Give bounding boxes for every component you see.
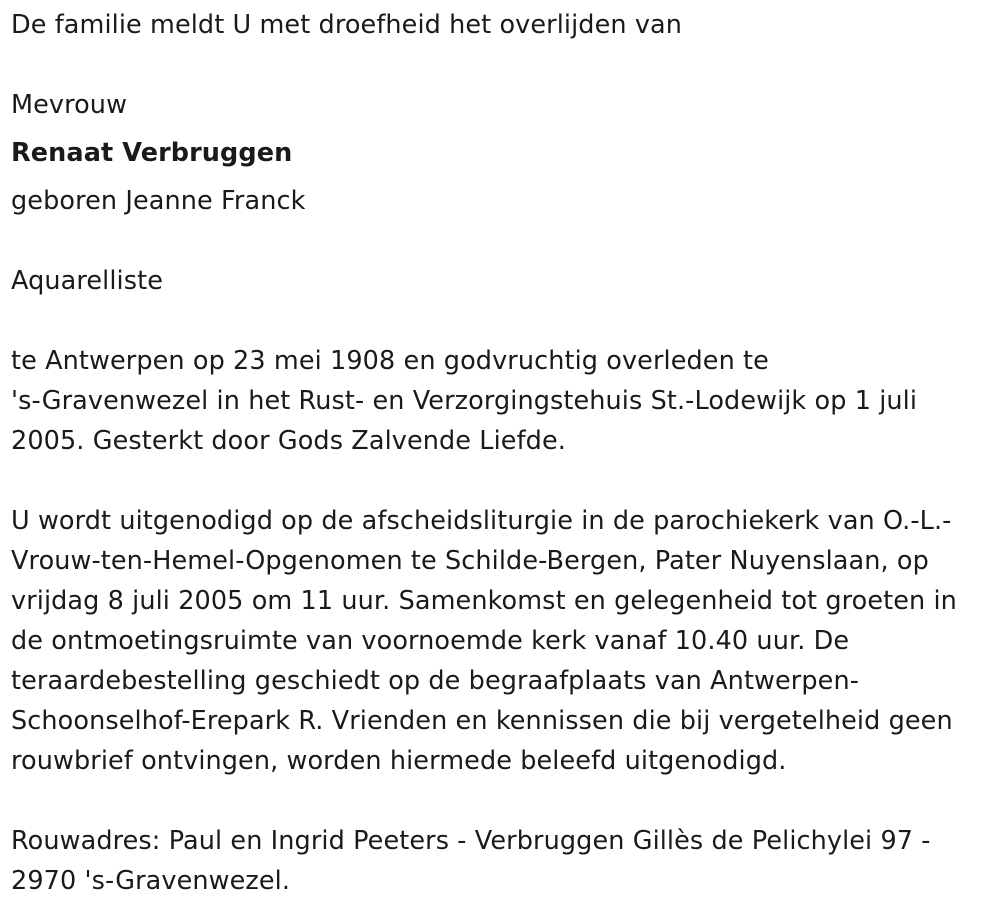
paragraph-line: U wordt uitgenodigd op de afscheidsliturgie in de parochiekerk van O.-L.- (11, 506, 952, 536)
paragraph-line: de ontmoetingsruimte van voornoemde kerk vanaf 10.40 uur. De (11, 626, 850, 656)
death-paragraph (11, 341, 917, 461)
paragraph-line: Vrouw-ten-Hemel-Opgenomen te Schilde-Bergen, Pater Nuyenslaan, op (11, 546, 929, 576)
paragraph-line: 's-Gravenwezel in het Rust- en Verzorgingstehuis St.-Lodewijk op 1 juli (11, 386, 918, 416)
paragraph-line: rouwbrief ontvingen, worden hiermede beleefd uitgenodigd. (11, 746, 787, 776)
paragraph-line: te Antwerpen op 23 mei 1908 en godvruchtig overleden te (11, 346, 769, 376)
birth-name: geboren Jeanne Franck (11, 186, 306, 216)
mourning-address (11, 821, 931, 901)
address-line: Rouwadres: Paul en Ingrid Peeters - Verbruggen Gillès de Pelichylei 97 - (11, 826, 931, 856)
paragraph-line: Schoonselhof-Erepark R. Vrienden en kennissen die bij vergetelheid geen (11, 706, 953, 736)
address-line: 2970 's-Gravenwezel. (11, 866, 291, 896)
funeral-paragraph (11, 501, 957, 781)
intro-text: De familie meldt U met droefheid het overlijden van (11, 10, 683, 40)
honorific-title: Mevrouw (11, 90, 128, 120)
paragraph-line: vrijdag 8 juli 2005 om 11 uur. Samenkomst en gelegenheid tot groeten in (11, 586, 957, 616)
occupation: Aquarelliste (11, 266, 164, 296)
deceased-name: Renaat Verbruggen (11, 138, 293, 168)
paragraph-line: 2005. Gesterkt door Gods Zalvende Liefde. (11, 426, 566, 456)
paragraph-line: teraardebestelling geschiedt op de begraafplaats van Antwerpen- (11, 666, 860, 696)
